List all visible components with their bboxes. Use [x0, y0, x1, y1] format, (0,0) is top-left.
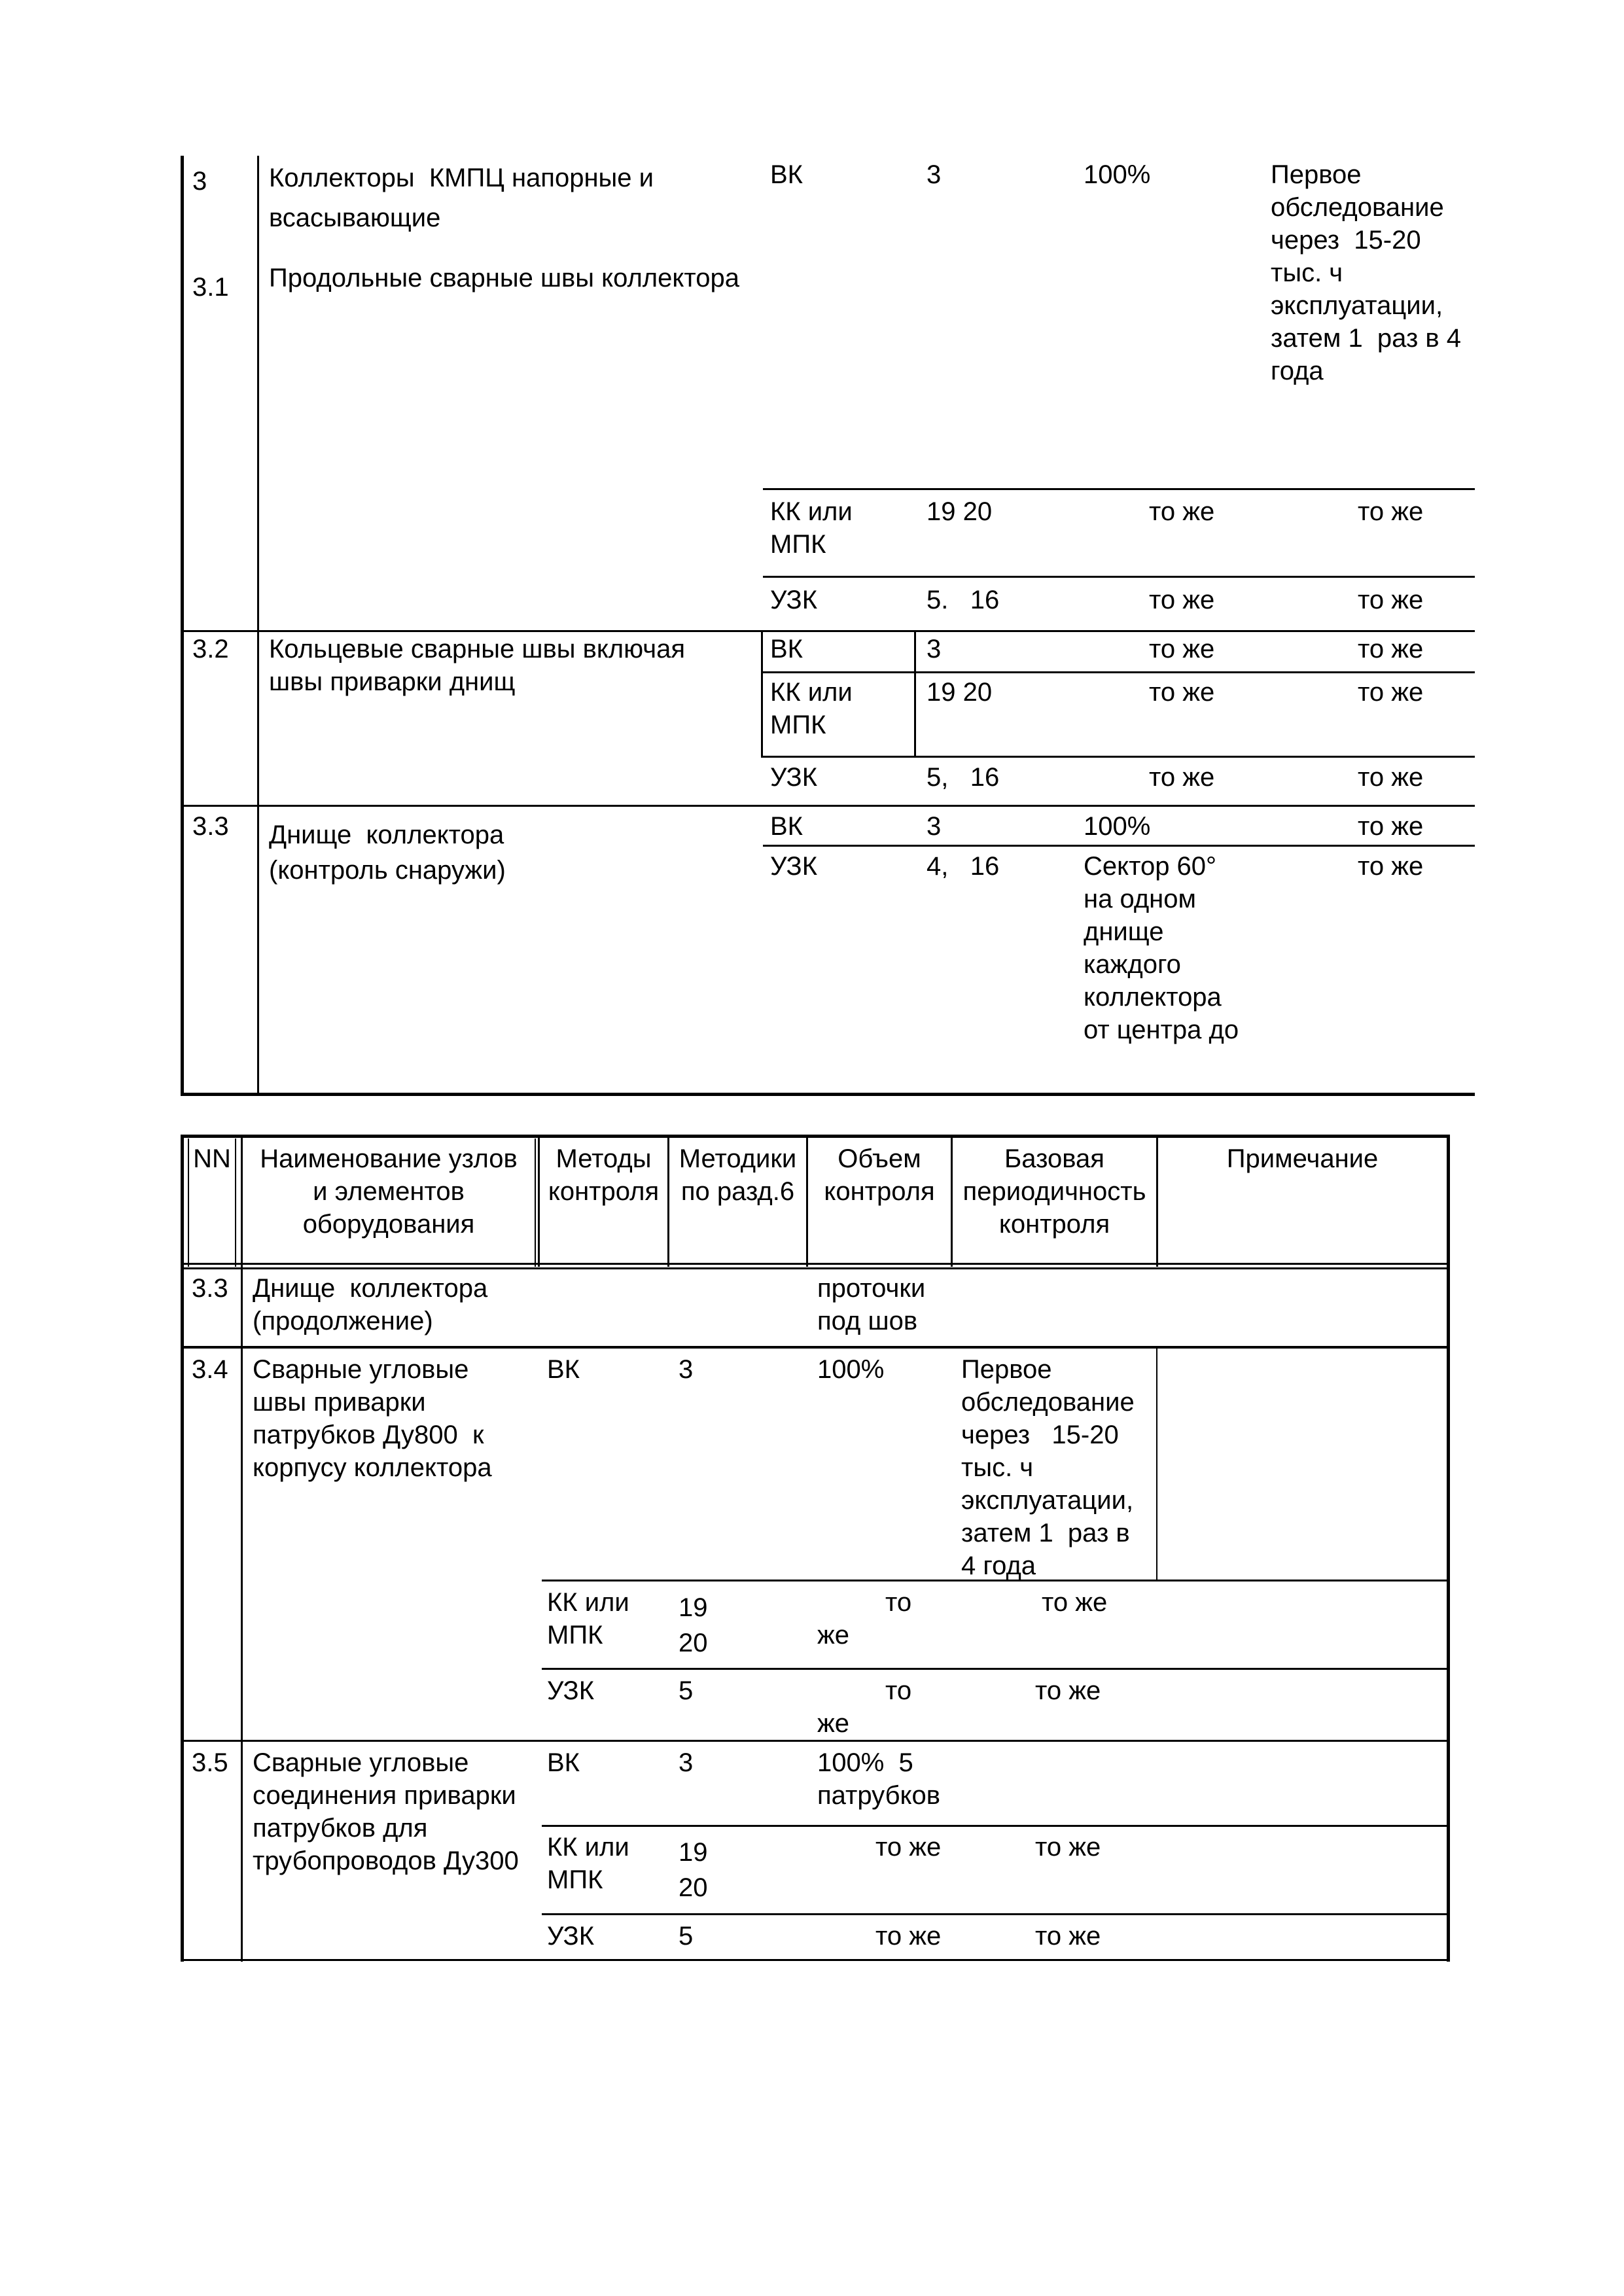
volume-cell: то же — [875, 1922, 942, 1951]
t2-sep-35-kk — [542, 1825, 1450, 1827]
method-cell: КК или МПК — [770, 678, 853, 739]
note-cell: то же — [1358, 763, 1424, 792]
technique-cell: 4, 16 — [927, 852, 1000, 881]
row-number: 3.3 — [192, 812, 229, 841]
t2-sep-34 — [181, 1346, 1450, 1349]
technique-cell: 19 20 — [679, 1593, 708, 1657]
technique-cell: 5 — [679, 1676, 694, 1705]
row-number: 3.5 — [192, 1748, 228, 1777]
t1-sep-32 — [181, 630, 1475, 632]
volume-cell: то — [885, 1676, 912, 1705]
technique-cell: 5 — [679, 1922, 694, 1951]
t2-sep-35 — [181, 1740, 1450, 1742]
t1-sep-uzk — [763, 576, 1475, 578]
t2-right-border — [1447, 1135, 1450, 1962]
method-cell: ВК — [770, 160, 803, 189]
period-cell: то же — [1035, 1833, 1101, 1862]
t2-left-border — [181, 1135, 184, 1962]
note-cell: то же — [1358, 586, 1424, 614]
volume-cell: то же — [1149, 497, 1215, 526]
row-title: Днище коллектора (контроль снаружи) — [269, 821, 506, 885]
technique-cell: 5. 16 — [927, 586, 1000, 614]
header-volume: Объем контроля — [824, 1144, 935, 1206]
volume-cell: 100% 5 патрубков — [817, 1748, 940, 1810]
header-name: Наименование узлов и элементов оборудования — [260, 1144, 518, 1239]
volume-cell: то же — [1149, 635, 1215, 663]
volume-cell: то же — [1149, 678, 1215, 707]
method-cell: УЗК — [770, 852, 817, 881]
t2-sep-34-uzk — [542, 1668, 1450, 1670]
technique-cell: 3 — [927, 160, 942, 189]
row-title: Сварные угловые швы приварки патрубков Ду800 к корпусу коллектора — [253, 1355, 492, 1482]
note-cell: то же — [1358, 812, 1424, 841]
row-number: 3 — [192, 167, 207, 196]
header-note: Примечание — [1226, 1144, 1379, 1173]
volume-cell: же — [817, 1621, 850, 1650]
method-cell: ВК — [770, 635, 803, 663]
note-cell: то же — [1358, 852, 1424, 881]
period-cell: то же — [1035, 1676, 1101, 1705]
t1-col-divider — [257, 156, 259, 1095]
header-period: Базовая периодичность контроля — [962, 1144, 1146, 1239]
row-number: 3.1 — [192, 273, 229, 302]
method-cell: ВК — [770, 812, 803, 841]
method-cell: КК или МПК — [770, 497, 853, 559]
volume-cell: 100% — [817, 1355, 885, 1384]
volume-cell: то же — [875, 1833, 942, 1862]
period-cell: то же — [1035, 1922, 1101, 1951]
method-cell: УЗК — [770, 586, 817, 614]
volume-cell: же — [817, 1709, 850, 1738]
t1-sep-32-uzk — [763, 756, 1475, 758]
row-title: Кольцевые сварные швы включая швы приварки днищ — [269, 635, 686, 696]
t2-header-line-b — [181, 1267, 1450, 1269]
t1-sep-32-kk — [763, 671, 1475, 673]
t1-sep-kk — [763, 488, 1475, 490]
t1-sep-33-uzk — [763, 845, 1475, 847]
method-cell: ВК — [547, 1355, 580, 1384]
method-cell: КК или МПК — [547, 1588, 629, 1650]
note-cell: Первое обследование через 15-20 тыс. ч эксплуатации, затем 1 раз в 4 года — [1271, 160, 1462, 385]
t2-sep-35-uzk — [542, 1913, 1450, 1915]
row-title: Сварные угловые соединения приварки патрубков для трубопроводов Ду300 — [253, 1748, 519, 1875]
note-cell: то же — [1358, 635, 1424, 663]
t2-header-line-a — [181, 1263, 1450, 1265]
volume-cell: то же — [1149, 586, 1215, 614]
method-cell: УЗК — [547, 1922, 594, 1951]
header-methods: Методы контроля — [548, 1144, 660, 1206]
row-number: 3.3 — [192, 1274, 228, 1303]
method-cell: УЗК — [547, 1676, 594, 1705]
method-cell: ВК — [547, 1748, 580, 1777]
technique-cell: 19 20 — [679, 1838, 708, 1902]
period-cell: то же — [1042, 1588, 1108, 1617]
note-cell: то же — [1358, 497, 1424, 526]
t2-top-border — [181, 1135, 1450, 1138]
header-nn: NN — [193, 1144, 231, 1173]
t2-col-1 — [241, 1135, 243, 1962]
volume-cell: 100% — [1084, 812, 1151, 841]
technique-cell: 3 — [927, 812, 942, 841]
technique-cell: 3 — [927, 635, 942, 663]
t2-nn-inner-right — [235, 1139, 236, 1267]
period-cell: Первое обследование через 15-20 тыс. ч эксплуатации, затем 1 раз в 4 года — [961, 1355, 1135, 1580]
t1-sep-33 — [181, 805, 1475, 807]
t2-bottom-border — [181, 1959, 1450, 1961]
volume-cell: Сектор 60° на одном днище каждого коллектора от центра до — [1084, 852, 1239, 1044]
technique-cell: 19 20 — [927, 678, 993, 707]
t1-bottom-border — [181, 1093, 1475, 1096]
technique-cell: 3 — [679, 1748, 694, 1777]
volume-cell: 100% — [1084, 160, 1151, 189]
t2-period-divider-34 — [1156, 1346, 1157, 1581]
technique-cell: 5, 16 — [927, 763, 1000, 792]
t2-name-inner-right — [535, 1139, 536, 1267]
header-techniques: Методики по разд.6 — [679, 1144, 797, 1206]
t1-box-right — [914, 630, 916, 758]
note-cell: то же — [1358, 678, 1424, 707]
row-number: 3.2 — [192, 635, 229, 663]
t1-box-left — [761, 630, 763, 758]
method-cell: КК или МПК — [547, 1833, 629, 1894]
row-title: Продольные сварные швы коллектора — [269, 264, 739, 292]
technique-cell: 19 20 — [927, 497, 993, 526]
t1-left-border — [181, 156, 184, 1095]
volume-cell: то же — [1149, 763, 1215, 792]
row-number: 3.4 — [192, 1355, 228, 1384]
technique-cell: 3 — [679, 1355, 694, 1384]
row-title: Днище коллектора (продолжение) — [253, 1274, 488, 1335]
method-cell: УЗК — [770, 763, 817, 792]
row-title: Коллекторы КМПЦ напорные и всасывающие — [269, 164, 654, 232]
volume-cell: то — [885, 1588, 912, 1617]
volume-cell: проточки под шов — [817, 1274, 926, 1335]
